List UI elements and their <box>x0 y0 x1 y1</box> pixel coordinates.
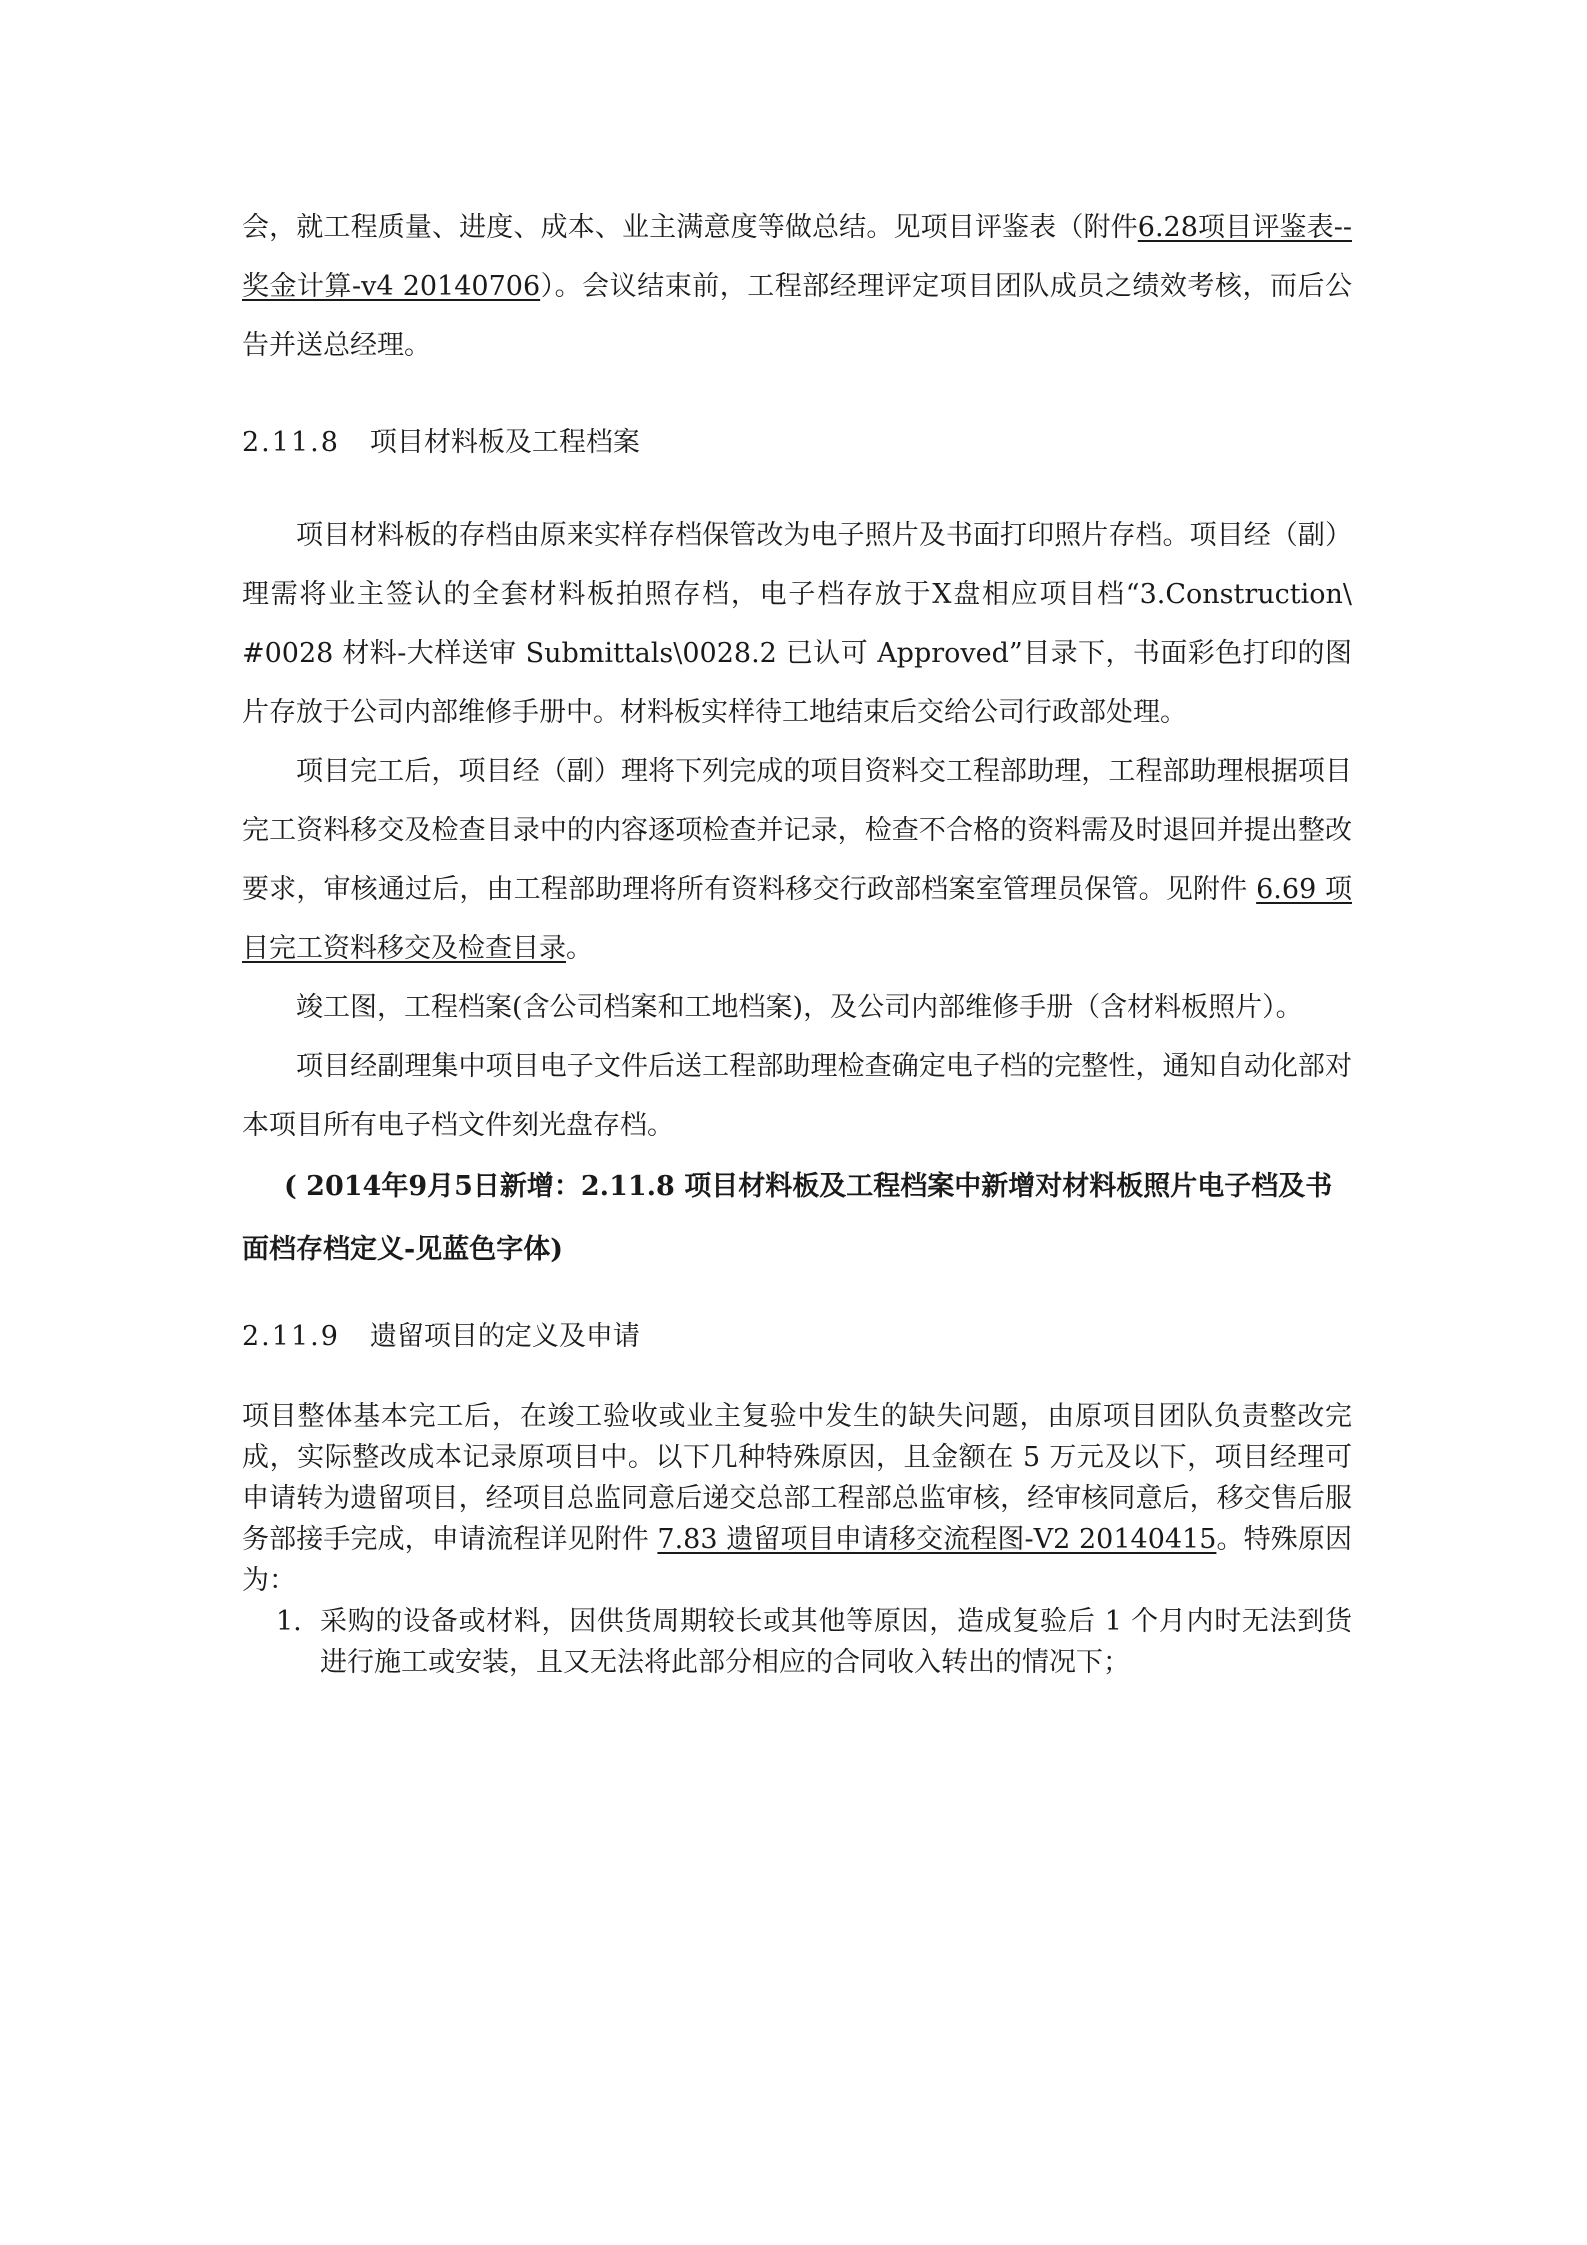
paragraph-as-built-drawings: 竣工图，工程档案(含公司档案和工地档案)，及公司内部维修手册（含材料板照片）。 <box>296 992 1303 1023</box>
paragraph-electronic-files: 项目经副理集中项目电子文件后送工程部助理检查确定电子档的完整性，通知自动化部对本项目所有电子档文件刻光盘存档。 <box>242 1051 1352 1141</box>
document-body <box>242 198 1352 1683</box>
revision-note: ( 2014年9月5日新增：2.11.8 项目材料板及工程档案中新增对材料板照片电子档及书面档存档定义-见蓝色字体) <box>242 1171 1333 1265</box>
section-title: 遗留项目的定义及申请 <box>369 1321 640 1352</box>
special-reasons-list <box>242 1601 1352 1683</box>
paragraph-text: 项目整体基本完工后，在竣工验收或业主复验中发生的缺失问题，由原项目团队负责整改完成，实际整改成本记录原项目中。以下几种特殊原因，且金额在 5 万元及以下，项目经理可申请转为遗留项目，经项目总监同意后递交总部工程部总监审核，经审核同意后，移交售后服务部接手完成，申请流程详见附件 <box>242 1401 1352 1555</box>
paragraph-text: 。 <box>566 933 593 964</box>
list-marker: 1. <box>276 1606 302 1637</box>
attachment-link-completion-checklist[interactable]: 6.69 项目完工资料移交及检查目录 <box>242 874 1352 964</box>
paragraph-legacy-project <box>242 1396 1352 1601</box>
section-heading-2-11-8 <box>242 413 1352 472</box>
paragraph-text: 会，就工程质量、进度、成本、业主满意度等做总结。见项目评鉴表（附件 <box>242 212 1138 243</box>
list-item-text: 采购的设备或材料，因供货周期较长或其他等原因，造成复验后 1 个月内时无法到货进行施工或安装，且又无法将此部分相应的合同收入转出的情况下； <box>320 1606 1352 1678</box>
section-number: 2.11.9 <box>242 1321 340 1352</box>
paragraph-text: 项目完工后，项目经（副）理将下列完成的项目资料交工程部助理，工程部助理根据项目完工资料移交及检查目录中的内容逐项检查并记录，检查不合格的资料需及时退回并提出整改要求，审核通过后，由工程部助理将所有资料移交行政部档案室管理员保管。见附件 <box>242 756 1352 905</box>
paragraph-project-review <box>242 198 1352 375</box>
attachment-link-legacy-flowchart[interactable]: 7.83 遗留项目申请移交流程图-V2 20140415 <box>657 1524 1217 1555</box>
section-heading-2-11-9 <box>242 1307 1352 1366</box>
section-number: 2.11.8 <box>242 427 340 458</box>
paragraph-text: ）。会议结束前，工程部经理评定项目团队成员之绩效考核，而后公告并送总经理。 <box>242 271 1352 361</box>
attachment-link-project-review-form[interactable]: 6.28项目评鉴表--奖金计算-v4 20140706 <box>242 212 1352 302</box>
list-item <box>242 1601 1352 1683</box>
paragraph-text: 。特殊原因为： <box>242 1524 1352 1596</box>
paragraph-material-board-archive: 项目材料板的存档由原来实样存档保管改为电子照片及书面打印照片存档。项目经（副）理需将业主签认的全套材料板拍照存档，电子档存放于X盘相应项目档“3.Construction\ #0028 材料-大样送审 Submittals\0028.2 已认可 Approved”目录下，书面彩色打印的图片存放于公司内部维修手册中。材料板实样待工地结束后交给公司行政部处理。 <box>242 520 1352 728</box>
section-title: 项目材料板及工程档案 <box>369 427 640 458</box>
paragraph-project-completion <box>242 742 1352 978</box>
